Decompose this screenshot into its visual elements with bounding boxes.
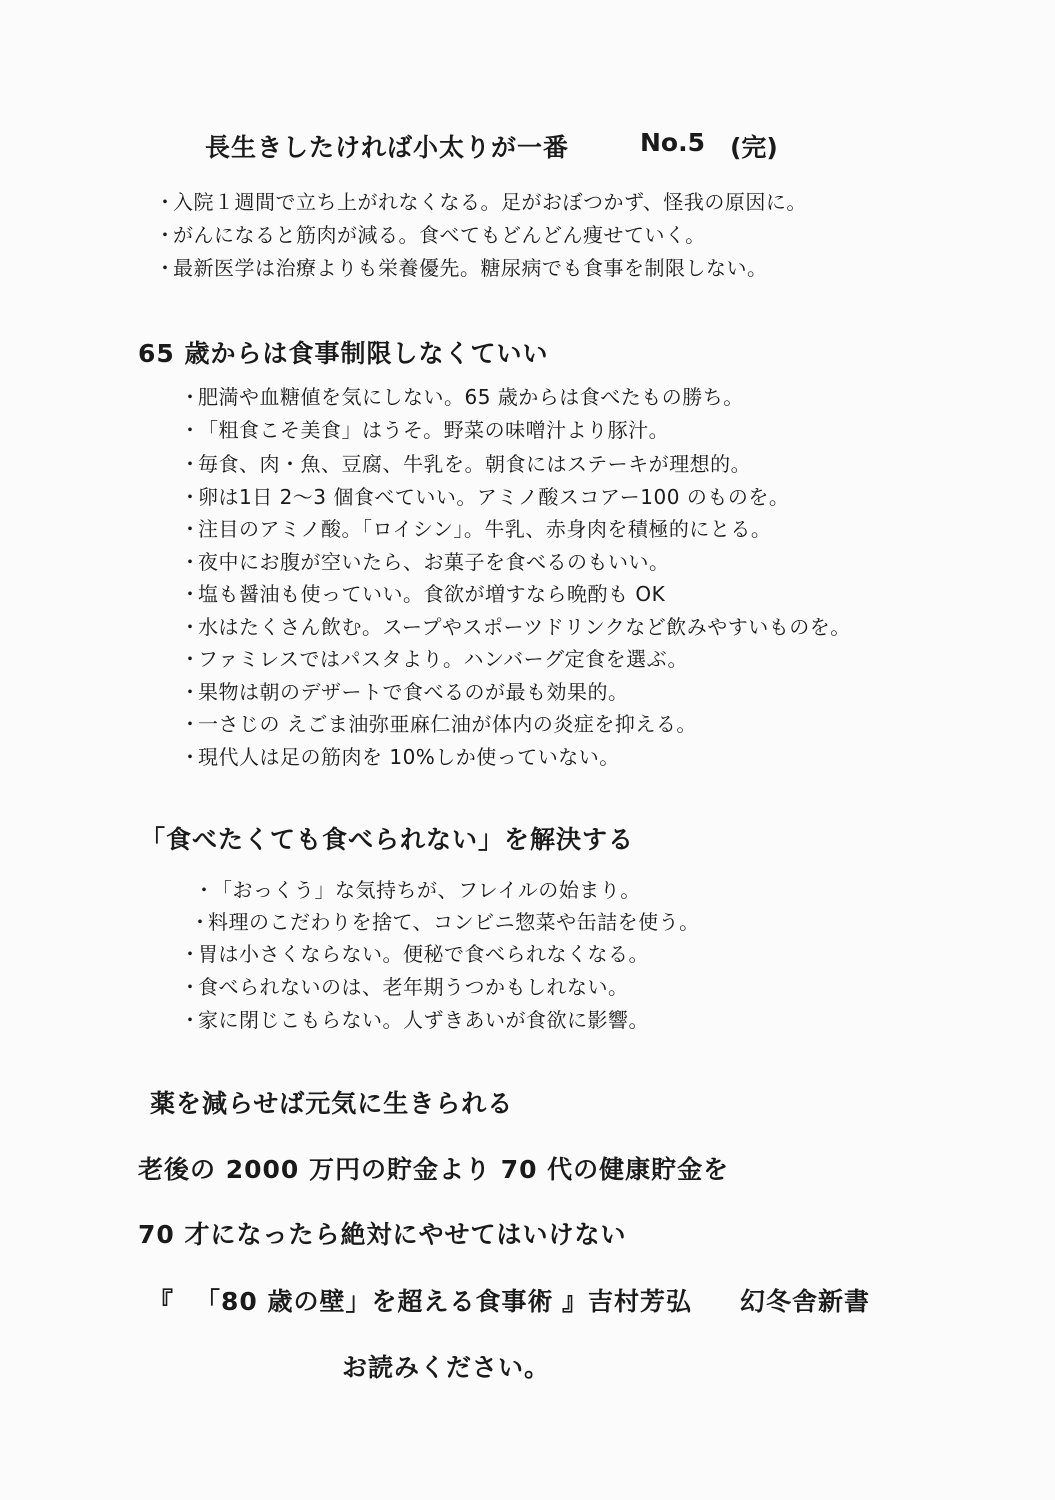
book-close-bracket: 』 [562, 1287, 589, 1316]
list-item: ・ファミレスではパスタより。ハンバーグ定食を選ぶ。 [180, 643, 688, 672]
list-item: ・家に閉じこもらない。人ずきあいが食欲に影響。 [180, 1004, 649, 1033]
bullet-dot: ・ [180, 712, 201, 736]
list-item: ・「粗食こそ美食」はうそ。野菜の味噌汁より豚汁。 [180, 414, 669, 443]
page-title: 長生きしたければ小太りが一番 [205, 133, 570, 162]
bullet-dot: ・ [180, 550, 201, 574]
list-item: ・果物は朝のデザートで食べるのが最も効果的。 [180, 676, 629, 705]
list-item: ・肥満や血糖値を気にしない。65 歳からは食べたもの勝ち。 [180, 381, 744, 410]
issue-number: No.5 [640, 128, 705, 157]
book-open-bracket: 『 [148, 1287, 175, 1316]
bullet-dot: ・ [180, 1008, 201, 1032]
bullet-dot: ・ [194, 878, 215, 902]
list-item: ・一さじの えごま油弥亜麻仁油が体内の炎症を抑える。 [180, 708, 697, 737]
bullet-dot: ・ [180, 745, 201, 769]
section-heading: 「食べたくても食べられない」を解決する [140, 825, 635, 854]
book-publisher: 幻冬舎新書 [740, 1287, 871, 1316]
bullet-dot: ・ [155, 256, 176, 280]
book-title: 「80 歳の壁」を超える食事術 [195, 1287, 554, 1316]
list-item: ・毎食、肉・魚、豆腐、牛乳を。朝食にはステーキが理想的。 [180, 448, 751, 477]
intro-item: ・入院１週間で立ち上がれなくなる。足がおぼつかず、怪我の原因に。 [155, 186, 807, 215]
closing-line: 老後の 2000 万円の貯金より 70 代の健康貯金を [138, 1155, 730, 1184]
closing-line: 薬を減らせば元気に生きられる [150, 1089, 514, 1118]
bullet-dot: ・ [180, 517, 201, 541]
bullet-dot: ・ [180, 942, 201, 966]
book-author: 吉村芳弘 [588, 1287, 693, 1316]
bullet-dot: ・ [180, 615, 201, 639]
bullet-dot: ・ [180, 647, 201, 671]
list-item: ・「おっくう」な気持ちが、フレイルの始まり。 [194, 874, 641, 903]
issue-status: (完) [730, 133, 778, 162]
bullet-dot: ・ [180, 975, 201, 999]
list-item: ・食べられないのは、老年期うつかもしれない。 [180, 971, 629, 1000]
bullet-dot: ・ [180, 418, 201, 442]
list-item: ・現代人は足の筋肉を 10%しか使っていない。 [180, 741, 620, 770]
bullet-dot: ・ [180, 452, 201, 476]
intro-item: ・がんになると筋肉が減る。食べてもどんどん痩せていく。 [155, 219, 706, 248]
bullet-dot: ・ [180, 485, 201, 509]
list-item: ・胃は小さくならない。便秘で食べられなくなる。 [180, 938, 649, 967]
read-prompt: お読みください。 [342, 1353, 551, 1382]
list-item: ・注目のアミノ酸。「ロイシン」。牛乳、赤身肉を積極的にとる。 [180, 513, 771, 542]
bullet-dot: ・ [180, 385, 201, 409]
section-heading: 65 歳からは食事制限しなくていい [138, 339, 549, 368]
closing-line: 70 才になったら絶対にやせてはいけない [138, 1220, 627, 1249]
bullet-dot: ・ [155, 190, 176, 214]
bullet-dot: ・ [180, 582, 201, 606]
list-item: ・塩も醤油も使っていい。食欲が増すなら晩酌も OK [180, 578, 665, 607]
bullet-dot: ・ [155, 223, 176, 247]
list-item: ・夜中にお腹が空いたら、お菓子を食べるのもいい。 [180, 546, 670, 575]
list-item: ・料理のこだわりを捨て、コンビニ惣菜や缶詰を使う。 [190, 906, 700, 935]
list-item: ・卵は1日 2～3 個食べていい。アミノ酸スコアー100 のものを。 [180, 481, 789, 510]
bullet-dot: ・ [190, 910, 211, 934]
list-item: ・水はたくさん飲む。スープやスポーツドリンクなど飲みやすいものを。 [180, 611, 851, 640]
bullet-dot: ・ [180, 680, 201, 704]
intro-item: ・最新医学は治療よりも栄養優先。糖尿病でも食事を制限しない。 [155, 252, 768, 281]
